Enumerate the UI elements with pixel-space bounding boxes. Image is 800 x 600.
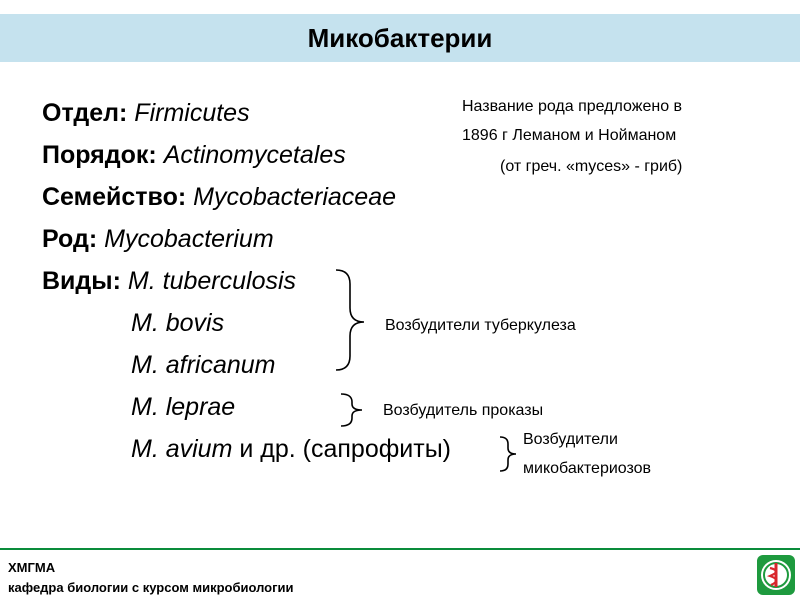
species-name: M. africanum — [131, 351, 276, 379]
bracket-leprosy — [341, 394, 362, 426]
species-name: M. leprae — [131, 393, 236, 421]
academy-logo-icon — [756, 554, 796, 596]
note-line-2: 1896 г Леманом и Нойманом — [462, 127, 677, 144]
group-tuberculosis: Возбудители туберкулеза — [385, 317, 576, 334]
taxon-label: Порядок: — [42, 141, 157, 169]
taxon-label: Семейство: — [42, 183, 187, 211]
footer-divider — [0, 548, 800, 550]
footer-department: кафедра биологии с курсом микробиологии — [8, 580, 294, 595]
slide-title: Микобактерии — [307, 22, 493, 53]
taxon-label: Виды: — [42, 267, 121, 295]
bracket-tuberculosis — [336, 270, 364, 370]
note-line-1: Название рода предложено в — [462, 98, 683, 115]
species-suffix: и др. (сапрофиты) — [232, 435, 451, 463]
group-mycobacteriosis-line-1: Возбудители — [523, 431, 618, 448]
taxon-label: Отдел: — [42, 99, 128, 127]
species-name: M. avium — [131, 435, 233, 463]
taxon-value: Actinomycetales — [163, 141, 346, 169]
taxon-value: Mycobacteriaceae — [193, 183, 397, 211]
taxon-value: Mycobacterium — [104, 225, 274, 253]
taxon-value: Firmicutes — [134, 99, 250, 127]
footer-institution: ХМГМА — [8, 560, 56, 575]
species-name: M. bovis — [131, 309, 225, 337]
taxon-value: M. tuberculosis — [127, 267, 297, 295]
taxon-label: Род: — [42, 225, 98, 253]
bracket-mycobacteriosis — [500, 437, 516, 471]
note-line-3: (от греч. «myces» - гриб) — [500, 158, 683, 175]
group-leprosy: Возбудитель проказы — [383, 402, 544, 419]
group-mycobacteriosis-line-2: микобактериозов — [523, 460, 652, 477]
